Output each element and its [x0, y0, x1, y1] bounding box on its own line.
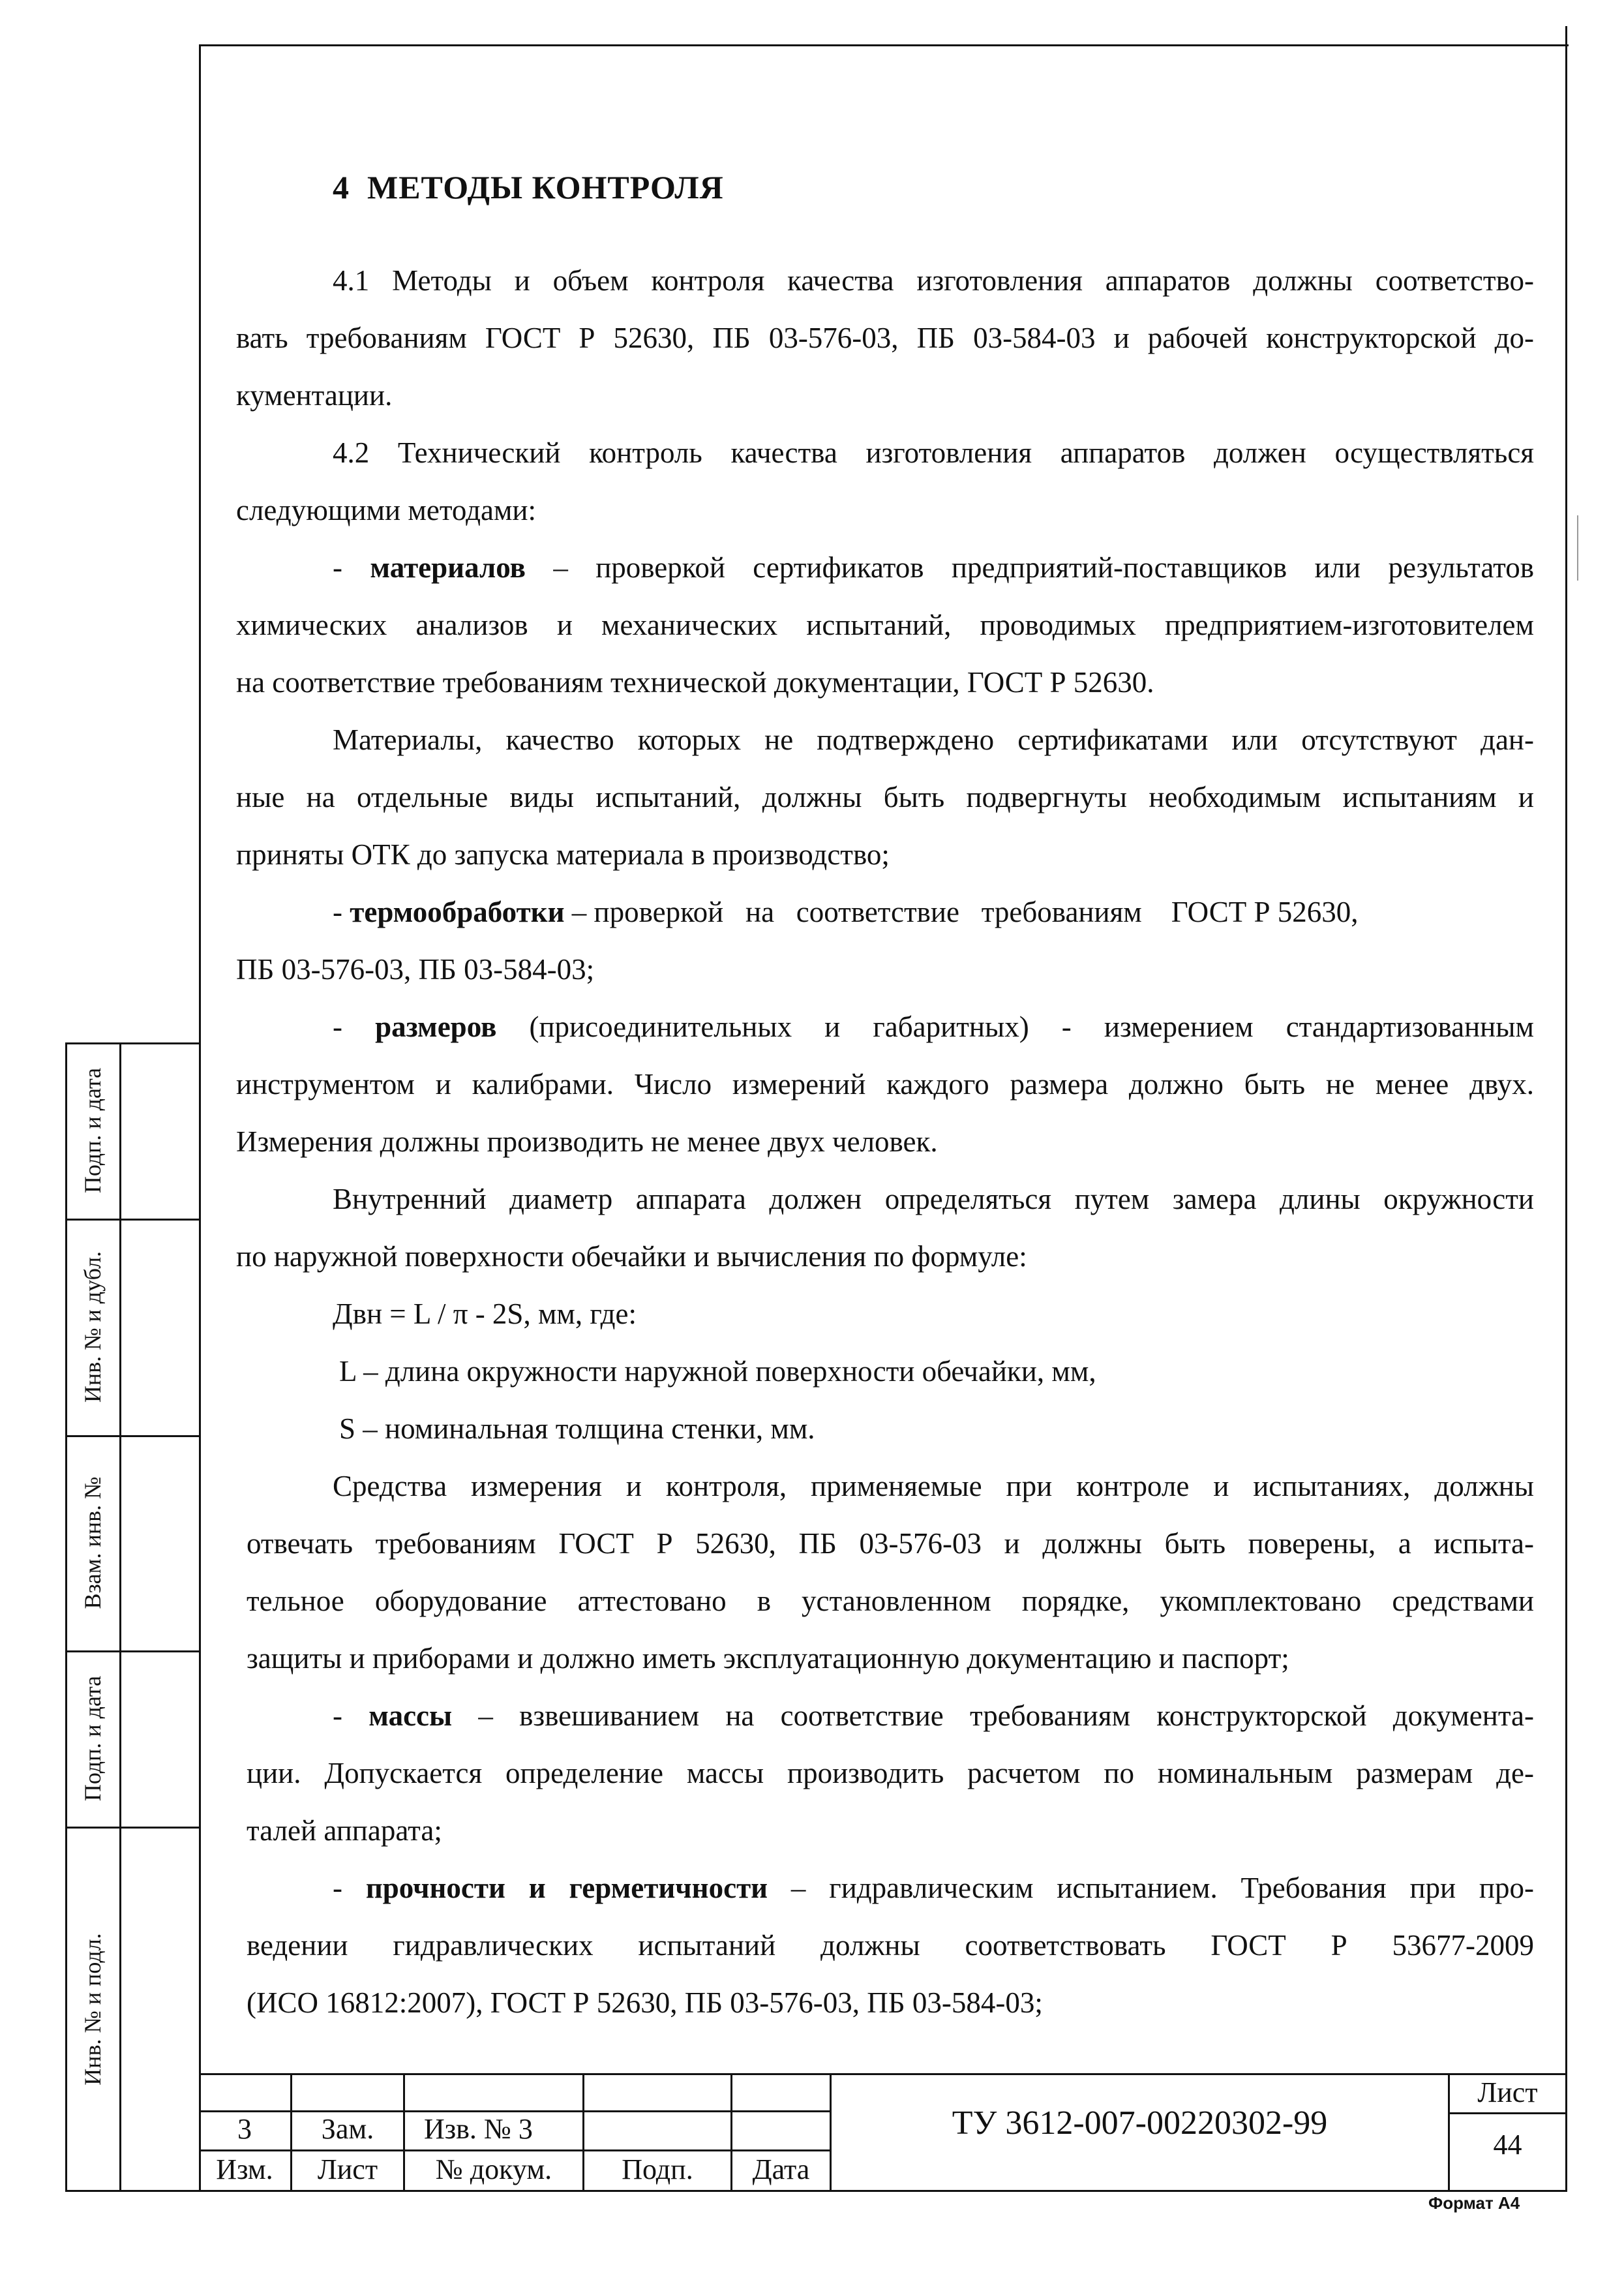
item-dash: -	[333, 1010, 376, 1043]
text-line: Внутренний диаметр аппарата должен определяться путем замера длины окружности	[333, 1183, 1534, 1215]
label-podp: Подп.	[622, 2153, 693, 2185]
text-line: 4.1 Методы и объем контроля качества изготовления аппаратов должны соответство-	[333, 264, 1534, 297]
item-description: – гидравлическим испытанием. Требования при про-	[768, 1872, 1534, 1904]
sidebar-inv-podl: Инв. № и подл.	[80, 1933, 106, 2086]
revision-izm: 3	[237, 2113, 252, 2145]
section-number: 4	[333, 169, 350, 205]
item-description: – взвешиванием на соответствие требованиям конструкторской документа-	[452, 1699, 1534, 1732]
frame-left-line	[199, 44, 201, 2192]
text-line: тельное оборудование аттестовано в установленном порядке, укомплектовано средствами	[247, 1585, 1534, 1617]
item-dash: -	[333, 896, 350, 928]
revision-doc: Изв. № 3	[424, 2113, 533, 2145]
sidebar-podp-data-1: Подп. и дата	[80, 1067, 106, 1194]
text-line: ции. Допускается определение массы производить расчетом по номинальным размерам де-	[247, 1757, 1534, 1789]
sheet-cell-divider	[1448, 2112, 1567, 2114]
item-description: (присоединительных и габаритных) - измерением стандартизованным	[496, 1010, 1534, 1043]
text-line: (ИСО 16812:2007), ГОСТ Р 52630, ПБ 03-576-03, ПБ 03-584-03;	[247, 1986, 1043, 2019]
sidebar-left-line	[65, 1042, 67, 2192]
label-izm: Изм.	[216, 2153, 273, 2185]
formula-main: Двн = L / π - 2S, мм, где:	[333, 1298, 637, 1330]
item-term: материалов	[370, 551, 526, 584]
frame-right-line	[1565, 26, 1567, 2192]
text-line: вать требованиям ГОСТ Р 52630, ПБ 03-576-03, ПБ 03-584-03 и рабочей конструкторской до-	[236, 322, 1534, 354]
text-line: инструментом и калибрами. Число измерений каждого размера должно быть не менее двух.	[236, 1068, 1534, 1101]
section-title: МЕТОДЫ КОНТРОЛЯ	[367, 169, 724, 205]
item-mass	[247, 1687, 1534, 1859]
formula-block	[333, 1285, 1533, 1457]
item-strength	[247, 1859, 1534, 2031]
text-line: следующими методами:	[236, 494, 537, 526]
text-line: кументации.	[236, 379, 393, 412]
text-line: защиты и приборами и должно иметь эксплуатационную документацию и паспорт;	[247, 1642, 1289, 1675]
item-description: – проверкой на соответствие требованиям ГОСТ Р 52630,	[564, 896, 1359, 928]
paragraph-4-1	[236, 252, 1534, 424]
paragraph-4-2	[236, 424, 1534, 539]
text-line: Средства измерения и контроля, применяемые при контроле и испытаниях, должны	[333, 1470, 1534, 1502]
item-term: прочности и герметичности	[365, 1872, 768, 1904]
label-list: Лист	[317, 2153, 378, 2185]
paragraph-diameter	[236, 1170, 1534, 1285]
sidebar-inv-dubl: Инв. № и дубл.	[80, 1251, 106, 1403]
document-code: ТУ 3612-007-00220302-99	[952, 2104, 1328, 2142]
text-line: 4.2 Технический контроль качества изготовления аппаратов должен осуществляться	[333, 436, 1534, 469]
item-term: термообработки	[350, 896, 565, 928]
sidebar-podp-data-2: Подп. и дата	[80, 1675, 106, 1802]
sheet-number: 44	[1493, 2129, 1522, 2161]
text-line: талей аппарата;	[247, 1814, 442, 1847]
text-line	[236, 998, 1534, 1055]
item-term: размеров	[375, 1010, 497, 1043]
text-line: Материалы, качество которых не подтверждено сертификатами или отсутствуют дан-	[333, 723, 1534, 756]
text-line: отвечать требованиям ГОСТ Р 52630, ПБ 03-576-03 и должны быть поверены, а испыта-	[247, 1527, 1534, 1560]
item-dash: -	[333, 1699, 369, 1732]
revision-list: Зам.	[321, 2113, 374, 2145]
text-line: на соответствие требованиям технической документации, ГОСТ Р 52630.	[236, 666, 1154, 699]
text-line: ные на отдельные виды испытаний, должны быть подвергнуты необходимым испытаниям и	[236, 781, 1534, 813]
item-term: массы	[368, 1699, 453, 1732]
sheet-label: Лист	[1477, 2076, 1538, 2108]
text-line	[236, 883, 1534, 941]
item-dash: -	[333, 1872, 366, 1904]
item-sizes	[236, 998, 1534, 1170]
text-line: ведении гидравлических испытаний должны соответствовать ГОСТ Р 53677-2009	[247, 1929, 1534, 1962]
text-line: приняты ОТК до запуска материала в производство;	[236, 838, 890, 871]
item-dash: -	[333, 551, 370, 584]
text-line	[236, 539, 1534, 596]
scan-mark	[1577, 515, 1578, 581]
item-heat-treatment	[236, 883, 1534, 998]
text-line: по наружной поверхности обечайки и вычисления по формуле:	[236, 1240, 1027, 1273]
text-line: ПБ 03-576-03, ПБ 03-584-03;	[236, 953, 595, 986]
text-line: Измерения должны производить не менее двух человек.	[236, 1125, 938, 1158]
formula-s-definition: S – номинальная толщина стенки, мм.	[339, 1412, 815, 1445]
paragraph-materials-note	[236, 711, 1534, 883]
format-label: Формат А4	[1428, 2193, 1520, 2213]
label-data: Дата	[752, 2153, 810, 2185]
text-line	[247, 1687, 1534, 1744]
item-description: – проверкой сертификатов предприятий-поставщиков или результатов	[525, 551, 1534, 584]
sidebar-mid-line	[119, 1042, 121, 2192]
title-block-row-line-2	[199, 2149, 832, 2151]
paragraph-instruments	[247, 1457, 1534, 1687]
label-doc-number: № докум.	[435, 2153, 552, 2185]
formula-l-definition: L – длина окружности наружной поверхности обечайки, мм,	[339, 1355, 1096, 1388]
text-line: химических анализов и механических испытаний, проводимых предприятием-изготовителем	[236, 609, 1534, 641]
text-line	[247, 1859, 1534, 1917]
frame-top-line	[199, 44, 1569, 46]
sidebar-vzam-inv: Взам. инв. №	[80, 1476, 106, 1609]
section-heading	[333, 168, 724, 206]
item-materials	[236, 539, 1534, 711]
